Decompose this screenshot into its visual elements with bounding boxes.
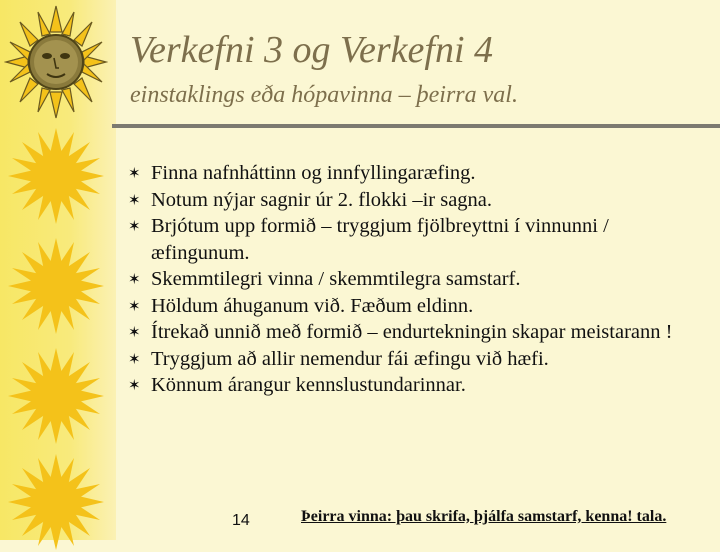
- bullet-text: Tryggjum að allir nemendur fái æfingu við hæfi.: [151, 347, 549, 370]
- bullet-text: Könnum árangur kennslustundarinnar.: [151, 374, 466, 396]
- bullet-text: Höldum áhuganum við. Fæðum eldinn.: [151, 294, 474, 317]
- bullet-text: Finna nafnháttinn og innfyllingaræfing.: [151, 162, 476, 184]
- bullet-item: [128, 160, 708, 187]
- bullet-item: [128, 346, 708, 373]
- bullet-text: Brjótum upp formið – tryggjum fjölbreyttni í vinnunni / æfingunum.: [151, 215, 609, 264]
- sun-face-icon: [4, 4, 108, 120]
- star-bullet-icon: ✶: [128, 217, 141, 235]
- slide-subtitle: einstaklings eða hópavinna – þeirra val.: [130, 82, 518, 108]
- bullet-text: Skemmtilegri vinna / skemmtilegra samstarf.: [151, 268, 521, 290]
- star-bullet-icon: ✶: [128, 349, 141, 368]
- bullet-item: [128, 266, 708, 293]
- page-number: 14: [232, 512, 250, 529]
- star-bullet-icon: ✶: [128, 323, 141, 341]
- sun-icon: [6, 236, 106, 336]
- bullet-list: [128, 160, 708, 399]
- star-bullet-icon: ✶: [128, 270, 141, 288]
- slide-title: Verkefni 3 og Verkefni 4: [130, 29, 494, 71]
- star-bullet-icon: ✶: [128, 376, 141, 394]
- bullet-item: [128, 372, 708, 399]
- title-divider: [112, 124, 720, 128]
- bullet-item: [128, 319, 708, 346]
- bullet-item: [128, 187, 708, 214]
- left-decor-band: [0, 0, 116, 540]
- footer-note: Þeirra vinna: þau skrifa, þjálfa samstarf, kenna! tala.: [301, 508, 667, 525]
- star-bullet-icon: ✶: [128, 164, 141, 182]
- bullet-item: [128, 293, 708, 320]
- bullet-text: Ítrekað unnið með formið – endurtekningin skapar meistarann !: [151, 321, 673, 343]
- star-bullet-icon: ✶: [128, 296, 141, 315]
- sun-icon: [6, 126, 106, 226]
- sun-icon: [6, 452, 106, 552]
- star-bullet-icon: ✶: [128, 190, 141, 209]
- bullet-item: [128, 213, 708, 266]
- sun-icon: [6, 346, 106, 446]
- bullet-text: Notum nýjar sagnir úr 2. flokki –ir sagna.: [151, 188, 493, 211]
